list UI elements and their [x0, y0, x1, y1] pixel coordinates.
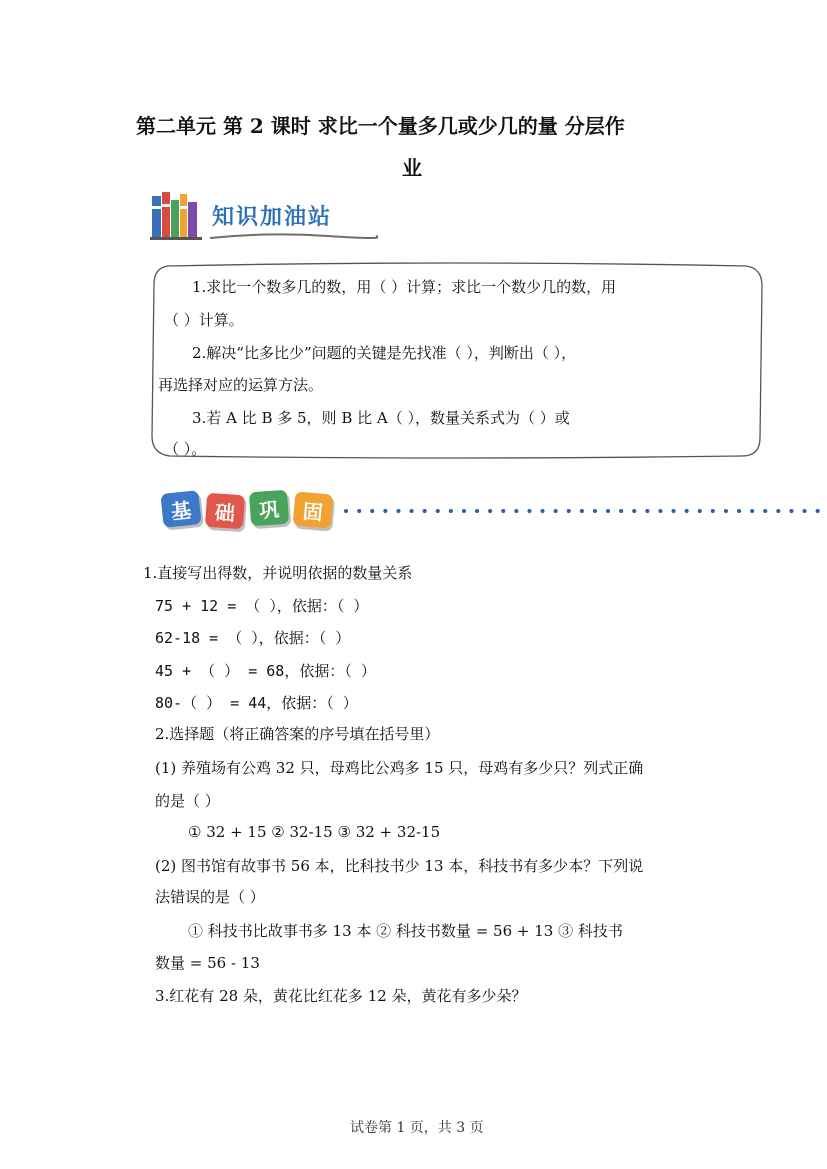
q2-1-line2: 的是（ ）: [155, 792, 220, 810]
q2-1-options: ① 32 + 15 ② 32-15 ③ 32 + 32-15: [188, 823, 441, 841]
knowledge-banner: [150, 190, 380, 245]
basics-banner: [156, 488, 827, 536]
q2-1-line1: (1) 养殖场有公鸡 32 只，母鸡比公鸡多 15 只，母鸡有多少只？列式正确: [155, 759, 644, 777]
q2-2-line2: 法错误的是（ ）: [155, 888, 265, 906]
banner-underline: [208, 230, 378, 244]
books-icon: [150, 190, 210, 242]
dotted-divider: [344, 506, 824, 516]
q1-title: 1.直接写出得数，并说明依据的数量关系: [143, 564, 413, 582]
q2-title: 2.选择题（将正确答案的序号填在括号里）: [155, 725, 440, 743]
q3-text: 3.红花有 28 朵，黄花比红花多 12 朵，黄花有多少朵？: [155, 987, 527, 1005]
q2-2-line1: (2) 图书馆有故事书 56 本，比科技书少 13 本，科技书有多少本？下列说: [155, 857, 644, 875]
basics-tile-2: 础: [205, 493, 245, 530]
knowledge-banner-label: 知识加油站: [212, 205, 333, 230]
page-title-line2: 业: [402, 156, 422, 180]
knowledge-line-1: 1.求比一个数多几的数，用（ ）计算；求比一个数少几的数，用: [192, 278, 617, 296]
page-footer: 试卷第 1 页，共 3 页: [350, 1120, 484, 1136]
q2-2-line3: ① 科技书比故事书多 13 本 ② 科技书数量 = 56 + 13 ③ 科技书: [188, 922, 623, 940]
q1-item-c: 45 + （ ） = 68，依据：（ ）: [155, 662, 376, 680]
knowledge-line-4: 再选择对应的运算方法。: [158, 376, 324, 394]
page-title-line1: 第二单元 第 2 课时 求比一个量多几或少几的量 分层作: [136, 114, 625, 138]
knowledge-line-5: 3.若 A 比 B 多 5，则 B 比 A（ ），数量关系式为（ ）或: [192, 409, 570, 427]
q1-item-b: 62-18 = （ ），依据：（ ）: [155, 629, 351, 647]
basics-tile-4: 固: [293, 491, 334, 528]
knowledge-line-2: （ ）计算。: [164, 311, 244, 329]
q1-item-d: 80-（ ） = 44，依据：（ ）: [155, 694, 358, 712]
knowledge-line-3: 2.解决“比多比少”问题的关键是先找准（ ），判断出（ ），: [192, 344, 577, 362]
knowledge-line-6: （ ）。: [164, 440, 207, 458]
basics-tile-3: 巩: [249, 490, 289, 527]
q1-item-a: 75 + 12 = （ ），依据：（ ）: [155, 597, 369, 615]
q2-2-line4: 数量 = 56 - 13: [155, 954, 260, 972]
basics-tile-1: 基: [160, 490, 201, 528]
